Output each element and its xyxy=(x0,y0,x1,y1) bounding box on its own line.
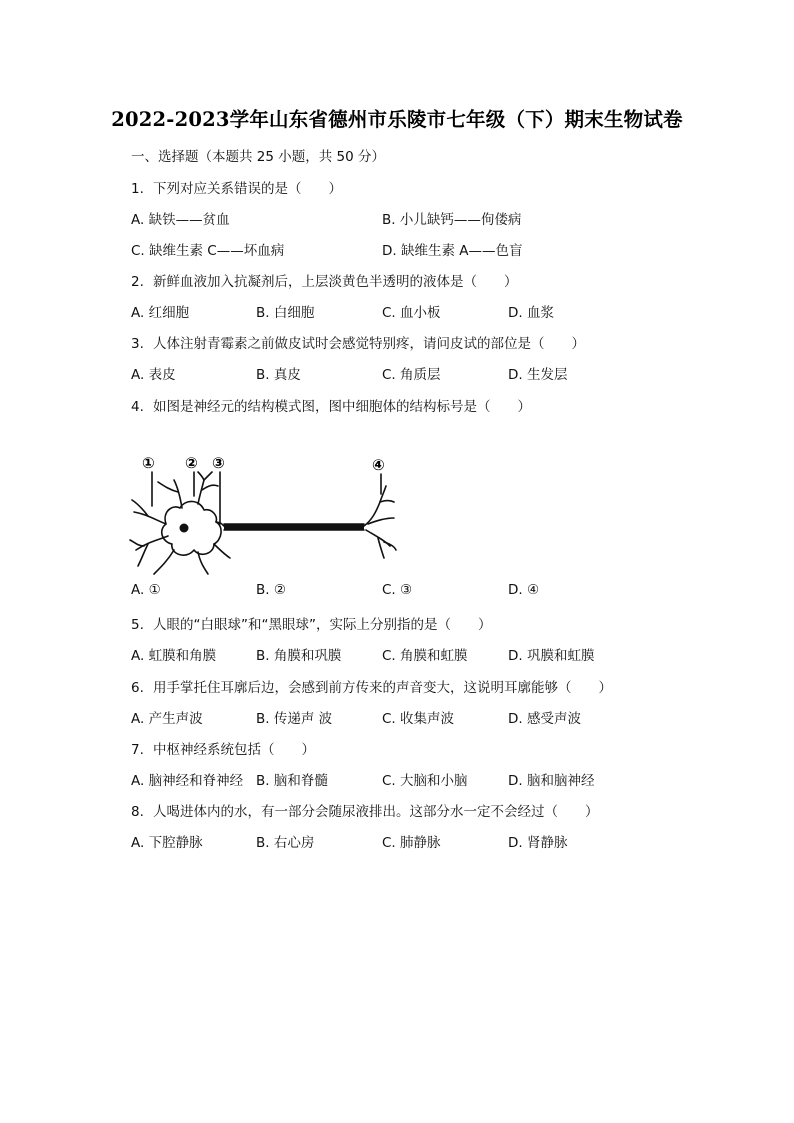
option-d[interactable]: D. 生发层 xyxy=(508,367,568,383)
question-5 xyxy=(131,613,491,633)
question-1-options xyxy=(131,208,691,228)
option-c[interactable]: C. 角膜和虹膜 xyxy=(382,648,468,664)
question-6 xyxy=(131,676,612,696)
question-1 xyxy=(131,177,342,197)
option-a[interactable]: A. ① xyxy=(131,582,161,598)
option-b[interactable]: B. 脑和脊髓 xyxy=(256,773,328,789)
question-number: 2. xyxy=(131,274,144,290)
question-3-options xyxy=(131,363,691,383)
option-a[interactable]: A. 下腔静脉 xyxy=(131,835,203,851)
dendrite xyxy=(154,550,174,574)
question-number: 4. xyxy=(131,399,144,415)
question-7-options xyxy=(131,769,691,789)
question-text: 新鲜血液加入抗凝剂后，上层淡黄色半透明的液体是（ ） xyxy=(153,274,518,290)
neuron-diagram xyxy=(128,450,400,578)
option-a[interactable]: A. 缺铁——贫血 xyxy=(131,212,230,228)
question-text: 人体注射青霉素之前做皮试时会感觉特别疼，请问皮试的部位是（ ） xyxy=(153,336,585,352)
question-2 xyxy=(131,270,518,290)
dendrite xyxy=(130,540,144,546)
question-number: 3. xyxy=(131,336,144,352)
nucleus-dot xyxy=(180,524,189,533)
option-b[interactable]: B. 白细胞 xyxy=(256,305,315,321)
question-7 xyxy=(131,738,315,758)
option-d[interactable]: D. 脑和脑神经 xyxy=(508,773,595,789)
dendrite xyxy=(134,512,166,524)
section-heading: 一、选择题（本题共 25 小题，共 50 分） xyxy=(131,149,386,165)
option-c[interactable]: C. 缺维生素 C——坏血病 xyxy=(131,243,285,259)
option-b[interactable]: B. 传递声 波 xyxy=(256,711,333,727)
question-text: 如图是神经元的结构模式图，图中细胞体的结构标号是（ ） xyxy=(153,399,531,415)
dendrite xyxy=(198,472,204,480)
dendrite xyxy=(214,544,230,558)
question-2-options xyxy=(131,301,691,321)
question-text: 下列对应关系错误的是（ ） xyxy=(153,181,342,197)
option-a[interactable]: A. 表皮 xyxy=(131,367,176,383)
question-number: 6. xyxy=(131,680,144,696)
option-c[interactable]: C. 血小板 xyxy=(382,305,441,321)
question-6-options xyxy=(131,707,691,727)
figure-label-2: ② xyxy=(185,454,198,472)
question-number: 8. xyxy=(131,804,144,820)
option-c[interactable]: C. ③ xyxy=(382,582,413,598)
question-8 xyxy=(131,800,599,820)
option-d[interactable]: D. 缺维生素 A——色盲 xyxy=(382,243,523,259)
soma-outline xyxy=(162,501,221,555)
option-a[interactable]: A. 红细胞 xyxy=(131,305,190,321)
question-text: 人喝进体内的水，有一部分会随尿液排出。这部分水一定不会经过（ ） xyxy=(153,804,599,820)
question-1-options-row2 xyxy=(131,239,691,259)
dendrite xyxy=(202,485,218,490)
option-b[interactable]: B. 右心房 xyxy=(256,835,315,851)
dendrite xyxy=(198,480,204,504)
neuron-svg xyxy=(128,450,400,578)
question-number: 7. xyxy=(131,742,144,758)
option-d[interactable]: D. ④ xyxy=(508,582,540,598)
question-4 xyxy=(131,395,531,415)
option-d[interactable]: D. 巩膜和虹膜 xyxy=(508,648,595,664)
question-text: 中枢神经系统包括（ ） xyxy=(153,742,315,758)
option-d[interactable]: D. 感受声波 xyxy=(508,711,581,727)
axon-terminal xyxy=(380,501,394,503)
figure-label-3: ③ xyxy=(212,454,225,472)
question-text: 用手掌托住耳廓后边，会感到前方传来的声音变大，这说明耳廓能够（ ） xyxy=(153,680,612,696)
question-3 xyxy=(131,332,585,352)
question-5-options xyxy=(131,644,691,664)
dendrite xyxy=(198,552,208,574)
dendrite xyxy=(136,536,168,550)
page-title: 2022-2023学年山东省德州市乐陵市七年级（下）期末生物试卷 xyxy=(111,108,683,131)
option-d[interactable]: D. 肾静脉 xyxy=(508,835,568,851)
option-c[interactable]: C. 肺静脉 xyxy=(382,835,441,851)
question-text: 人眼的“白眼球”和“黑眼球”，实际上分别指的是（ ） xyxy=(153,617,492,633)
option-c[interactable]: C. 角质层 xyxy=(382,367,441,383)
question-8-options xyxy=(131,831,691,851)
option-a[interactable]: A. 产生声波 xyxy=(131,711,203,727)
question-number: 5. xyxy=(131,617,144,633)
option-b[interactable]: B. ② xyxy=(256,582,286,598)
figure-label-4: ④ xyxy=(372,456,385,474)
question-number: 1. xyxy=(131,181,144,197)
figure-label-1: ① xyxy=(142,454,155,472)
option-b[interactable]: B. 小儿缺钙——佝偻病 xyxy=(382,212,522,228)
option-b[interactable]: B. 角膜和巩膜 xyxy=(256,648,342,664)
option-c[interactable]: C. 大脑和小脑 xyxy=(382,773,468,789)
option-a[interactable]: A. 脑神经和脊神经 xyxy=(131,773,244,789)
axon-fill xyxy=(224,525,364,530)
option-c[interactable]: C. 收集声波 xyxy=(382,711,455,727)
dendrite xyxy=(174,480,182,508)
option-d[interactable]: D. 血浆 xyxy=(508,305,554,321)
question-4-options xyxy=(131,582,691,602)
dendrite xyxy=(204,472,212,480)
option-a[interactable]: A. 虹膜和角膜 xyxy=(131,648,217,664)
option-b[interactable]: B. 真皮 xyxy=(256,367,301,383)
